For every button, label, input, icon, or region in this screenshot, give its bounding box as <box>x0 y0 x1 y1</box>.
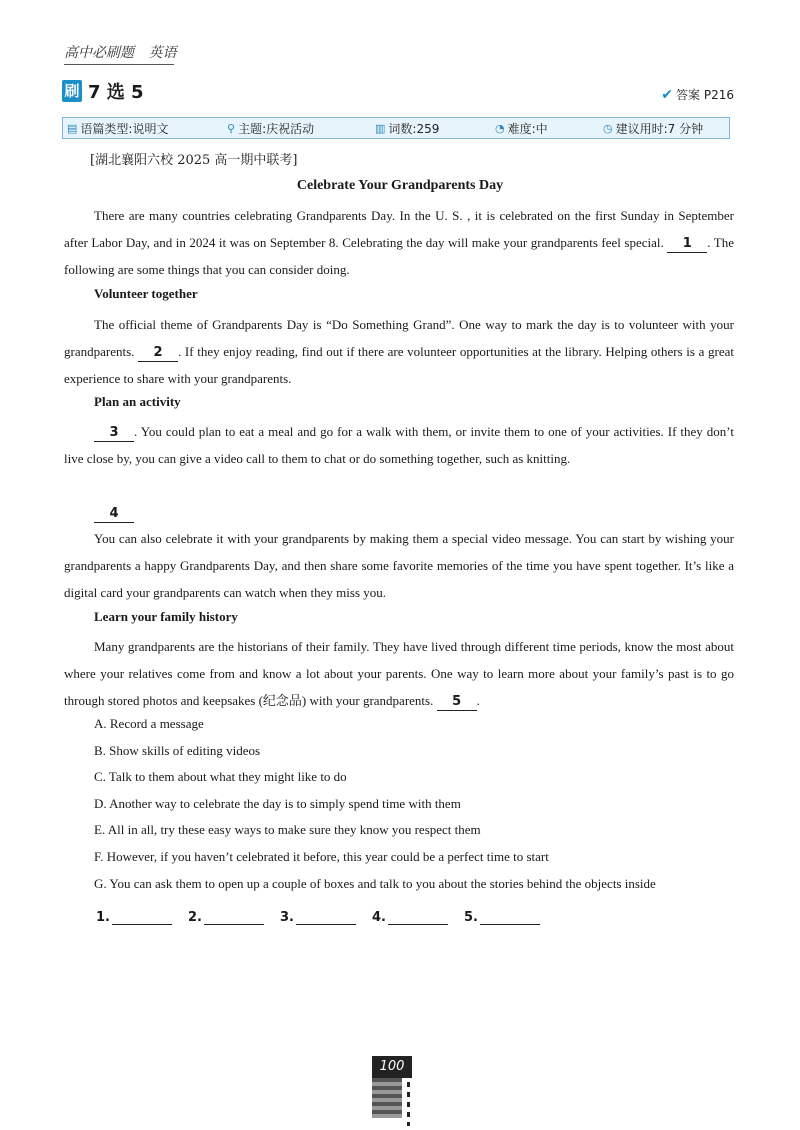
answer-slot-1[interactable] <box>96 910 172 925</box>
info-difficulty <box>495 120 548 137</box>
gauge-icon: ◔ <box>495 121 505 135</box>
paragraph-5-text-a: Many grandparents are the historians of their family. They have lived through different time periods, know the most about where your relatives come from and know a lot about your parents. One way to learn more about your family’s past is to go through stored photos and keepsakes (纪念品) with your grandparents. <box>64 639 734 708</box>
subheading-volunteer: Volunteer together <box>94 286 198 301</box>
answer-slot-4[interactable] <box>372 910 448 925</box>
info-bar <box>62 117 730 139</box>
option-a: A. Record a message <box>94 716 204 731</box>
answer-slot-5[interactable] <box>464 910 540 925</box>
paragraph-2-text-a: The official theme of Grandparents Day is “Do Something Grand”. One way to mark the day is to volunteer with your grandparents. <box>64 317 734 359</box>
page-number: 100 <box>372 1056 412 1078</box>
info-topic <box>227 120 314 137</box>
answer-line-1[interactable] <box>112 910 172 925</box>
blank-1[interactable]: 1 <box>667 236 707 253</box>
info-time-text: 建议用时:7 分钟 <box>615 121 704 136</box>
book-header <box>64 42 186 62</box>
header-divider <box>64 64 174 65</box>
info-topic-text: 主题:庆祝活动 <box>238 121 315 136</box>
exam-source: [湖北襄阳六校 2025 高一期中联考] <box>90 153 298 168</box>
blank-3[interactable]: 3 <box>94 425 134 442</box>
answer-slot-2[interactable] <box>188 910 264 925</box>
blank-4[interactable]: 4 <box>94 506 134 523</box>
info-wordcount-text: 词数:259 <box>388 121 440 136</box>
paragraph-3 <box>64 418 734 472</box>
option-g: G. You can ask them to open up a couple of boxes and talk to you about the stories behind the objects inside <box>94 875 656 891</box>
subject-label: 英语 <box>148 45 177 61</box>
answer-page: 答案 P216 <box>676 88 734 102</box>
page-dots <box>407 1082 410 1126</box>
blank-2[interactable]: 2 <box>138 345 178 362</box>
paragraph-2 <box>64 311 734 392</box>
document-icon: ▤ <box>67 121 78 135</box>
blank-4-line <box>64 499 734 526</box>
answer-label-5: 5. <box>463 910 478 925</box>
answer-label-1: 1. <box>96 910 110 925</box>
answer-reference <box>661 86 734 103</box>
answer-line-3[interactable] <box>296 910 356 925</box>
answer-line-4[interactable] <box>388 910 448 925</box>
paragraph-1 <box>64 202 734 283</box>
answer-slot-3[interactable] <box>280 910 356 925</box>
blank-5[interactable]: 5 <box>437 694 477 711</box>
paragraph-5 <box>64 633 734 714</box>
option-f: F. However, if you haven’t celebrated it before, this year could be a perfect time to start <box>94 848 549 864</box>
answer-line-2[interactable] <box>204 910 264 925</box>
answer-label-4: 4. <box>371 910 386 925</box>
page-decoration <box>372 1078 402 1118</box>
option-e: E. All in all, try these easy ways to make sure they know you respect them <box>94 822 481 838</box>
paragraph-1-text-b: . The following are some things that you can consider doing. <box>64 235 735 277</box>
answer-row <box>96 910 556 925</box>
subheading-history: Learn your family history <box>94 609 238 624</box>
book-title: 高中必刷题 <box>64 45 134 61</box>
option-b: B. Show skills of editing videos <box>94 742 261 758</box>
info-difficulty-text: 难度:中 <box>507 121 548 136</box>
subheading-activity: Plan an activity <box>94 394 181 409</box>
chart-icon: ▥ <box>375 121 386 135</box>
paragraph-2-text-b: . If they enjoy reading, find out if there are volunteer opportunities at the library. Helping others is a great experience to share with your grandparents. <box>64 344 734 386</box>
answer-label-3: 3. <box>279 910 294 925</box>
section-title: 7 选 5 <box>88 82 144 103</box>
brush-icon: 刷 <box>62 80 82 102</box>
magnifier-icon: ⚲ <box>227 121 236 135</box>
paragraph-1-text-a: There are many countries celebrating Grandparents Day. In the U. S. , it is celebrated on the first Sunday in September after Labor Day, and in 2024 it was on September 8. Celebrating the day will make your grandparents feel special. <box>64 208 734 250</box>
info-wordcount <box>375 120 439 137</box>
answer-label-2: 2. <box>187 910 202 925</box>
clock-icon: ◷ <box>603 121 613 135</box>
options-list <box>94 711 656 897</box>
option-c: C. Talk to them about what they might like to do <box>94 769 347 785</box>
info-genre-text: 语篇类型:说明文 <box>80 121 169 136</box>
info-genre <box>67 120 168 137</box>
option-d: D. Another way to celebrate the day is to simply spend time with them <box>94 795 461 811</box>
check-icon: ✔ <box>661 86 674 103</box>
paragraph-5-text-b: . <box>476 693 480 708</box>
paragraph-3-text: . You could plan to eat a meal and go for a walk with them, or invite them to one of your activities. If they don’t live close by, you can give a video call to them to chat or do something together, such as knitting. <box>64 424 734 466</box>
section-heading <box>62 78 144 104</box>
passage-title: Celebrate Your Grandparents Day <box>296 178 504 193</box>
info-time <box>603 120 703 137</box>
paragraph-4: You can also celebrate it with your grandparents by making them a special video message. You can start by wishing your grandparents a happy Grandparents Day, and then share some favorite memories of the time you have spent together. It’s like a digital card your grandparents can watch when they miss you. <box>64 531 734 600</box>
answer-line-5[interactable] <box>480 910 540 925</box>
